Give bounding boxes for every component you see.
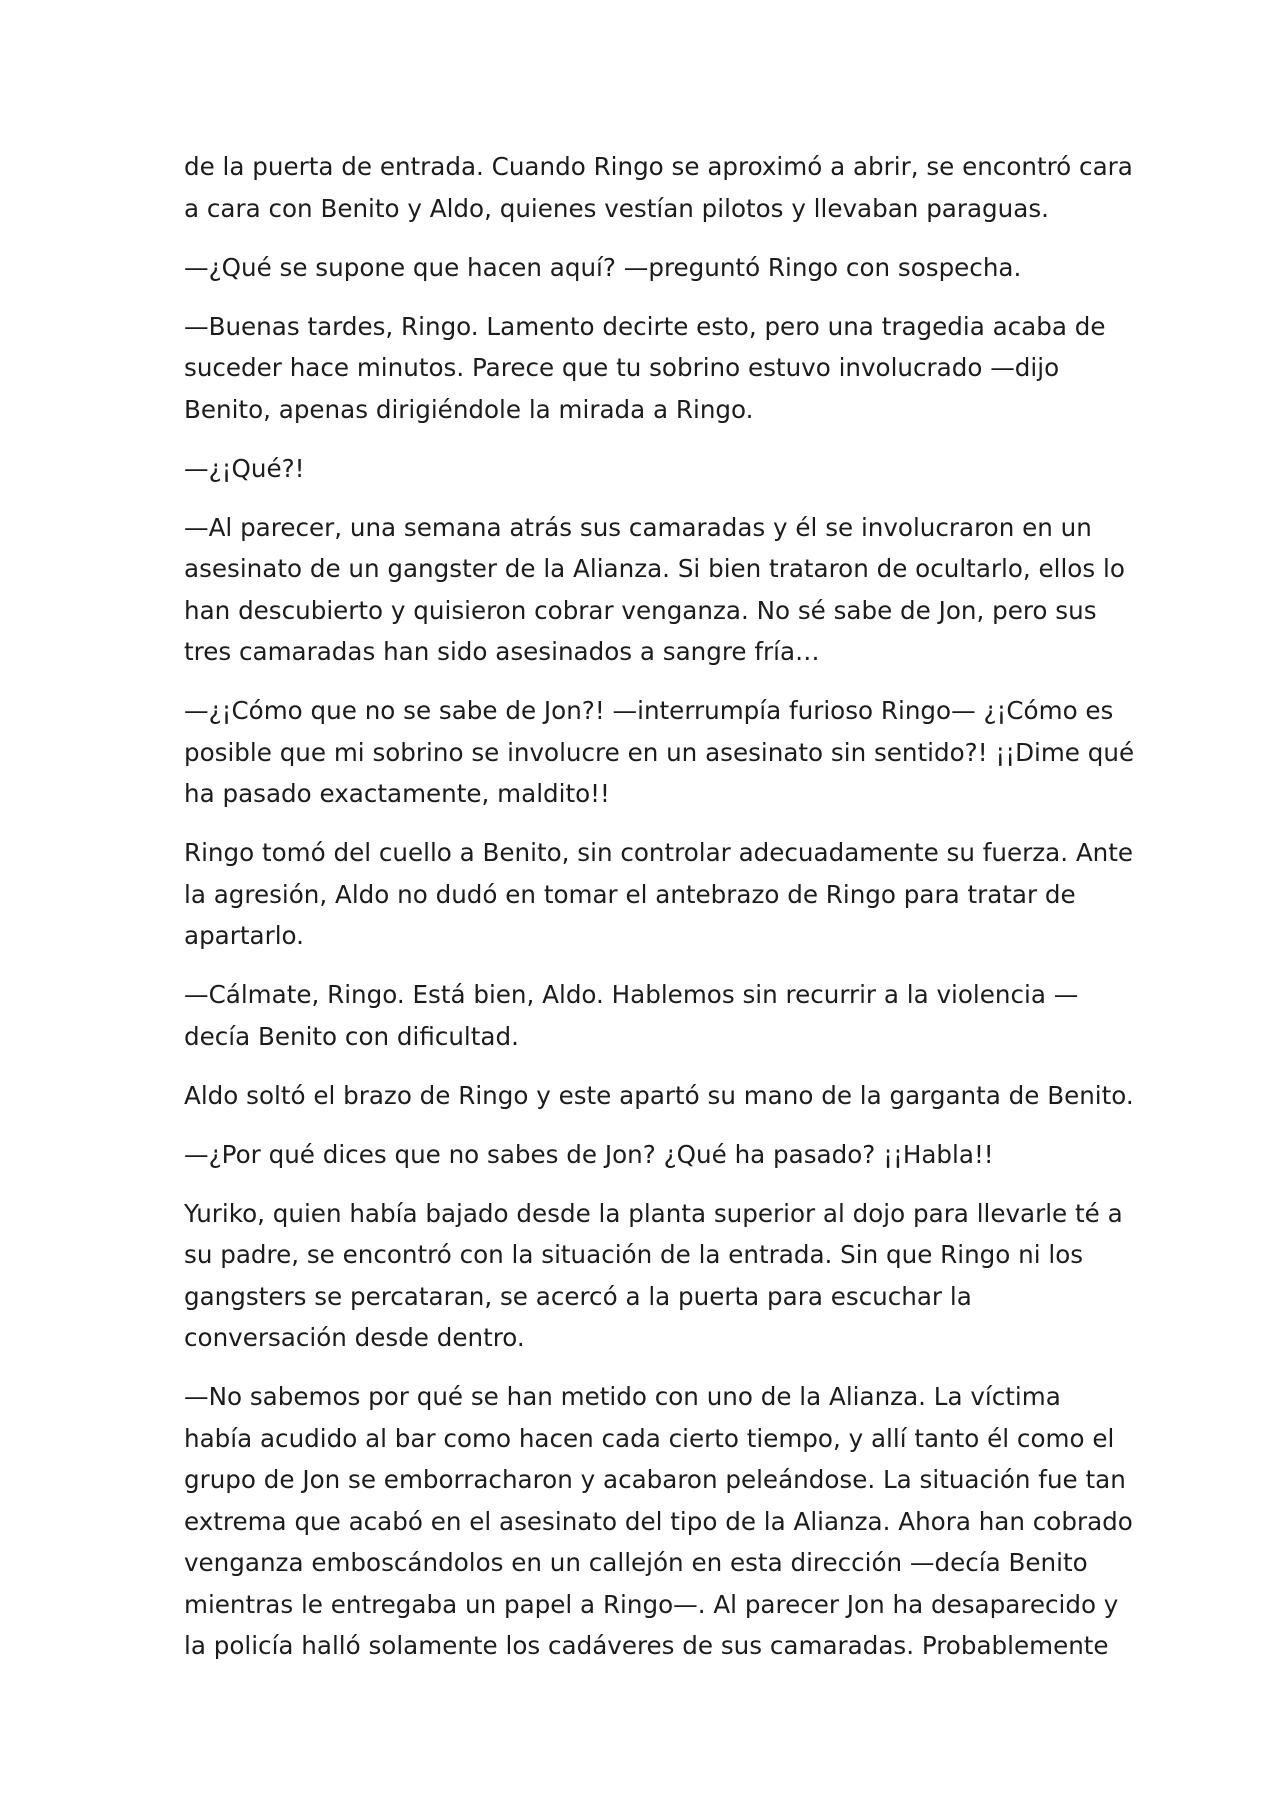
text-line: han descubierto y quisieron cobrar venganza. No sé sabe de Jon, pero sus xyxy=(184,595,1097,625)
text-line: gangsters se percataran, se acercó a la puerta para escuchar la xyxy=(184,1281,972,1311)
text-line: Aldo soltó el brazo de Ringo y este apartó su mano de la garganta de Benito. xyxy=(184,1080,1134,1110)
text-line: —¿Por qué dices que no sabes de Jon? ¿Qué ha pasado? ¡¡Habla!! xyxy=(184,1139,994,1169)
paragraph xyxy=(184,146,1133,229)
paragraph xyxy=(184,974,1104,1057)
paragraph xyxy=(184,507,1125,673)
text-line: —¿¡Qué?! xyxy=(184,453,305,483)
text-line: —¿¡Cómo que no se sabe de Jon?! —interrumpía furioso Ringo— ¿¡Cómo es xyxy=(184,696,1114,725)
text-line: su padre, se encontró con la situación de la entrada. Sin que Ringo ni los xyxy=(184,1240,1084,1269)
text-line: mientras le entregaba un papel a Ringo—. Al parecer Jon ha desaparecido y xyxy=(184,1589,1119,1619)
text-line: —Cálmate, Ringo. Está bien, Aldo. Hablemos sin recurrir a la violencia — xyxy=(184,980,1079,1009)
paragraph xyxy=(184,832,1134,957)
text-line: había acudido al bar como hacen cada cierto tiempo, y allí tanto él como el xyxy=(184,1423,1115,1453)
text-line: suceder hace minutos. Parece que tu sobrino estuvo involucrado —dijo xyxy=(184,353,1060,382)
text-line: extrema que acabó en el asesinato del tipo de la Alianza. Ahora han cobrado xyxy=(184,1506,1133,1536)
paragraph xyxy=(184,306,1104,431)
paragraph xyxy=(184,1376,1133,1667)
text-line: apartarlo. xyxy=(184,921,304,950)
text-line: —¿Qué se supone que hacen aquí? —preguntó Ringo con sospecha. xyxy=(184,252,1022,282)
paragraph xyxy=(184,448,1104,490)
text-line: ha pasado exactamente, maldito!! xyxy=(184,779,610,808)
text-line: decía Benito con dificultad. xyxy=(184,1021,519,1051)
text-line: grupo de Jon se emborracharon y acabaron peleándose. La situación fue tan xyxy=(184,1465,1126,1494)
paragraph xyxy=(184,1134,1104,1176)
text-line: —Al parecer, una semana atrás sus camaradas y él se involucraron en un xyxy=(184,512,1092,542)
text-line: de la puerta de entrada. Cuando Ringo se aproximó a abrir, se encontró cara xyxy=(184,152,1133,181)
paragraph xyxy=(184,1075,1134,1117)
text-line: la policía halló solamente los cadáveres de sus camaradas. Probablemente xyxy=(184,1631,1109,1660)
paragraph xyxy=(184,1193,1123,1359)
paragraph xyxy=(184,690,1135,815)
text-line: —No sabemos por qué se han metido con uno de la Alianza. La víctima xyxy=(184,1382,1061,1411)
text-line: la agresión, Aldo no dudó en tomar el antebrazo de Ringo para tratar de xyxy=(184,879,1076,909)
text-line: posible que mi sobrino se involucre en un asesinato sin sentido?! ¡¡Dime qué xyxy=(184,737,1135,767)
paragraph xyxy=(184,247,1104,289)
text-line: Yuriko, quien había bajado desde la planta superior al dojo para llevarle té a xyxy=(184,1198,1123,1228)
text-line: a cara con Benito y Aldo, quienes vestían pilotos y llevaban paraguas. xyxy=(184,193,1049,223)
text-line: Benito, apenas dirigiéndole la mirada a Ringo. xyxy=(184,394,754,424)
text-line: venganza emboscándolos en un callejón en esta dirección —decía Benito xyxy=(184,1548,1088,1577)
text-line: tres camaradas han sido asesinados a sangre fría… xyxy=(184,637,820,666)
text-line: Ringo tomó del cuello a Benito, sin controlar adecuadamente su fuerza. Ante xyxy=(184,838,1134,867)
body-text xyxy=(184,146,1135,1684)
text-line: —Buenas tardes, Ringo. Lamento decirte esto, pero una tragedia acaba de xyxy=(184,311,1106,341)
text-line: conversación desde dentro. xyxy=(184,1323,525,1352)
text-line: asesinato de un gangster de la Alianza. Si bien trataron de ocultarlo, ellos lo xyxy=(184,554,1125,583)
